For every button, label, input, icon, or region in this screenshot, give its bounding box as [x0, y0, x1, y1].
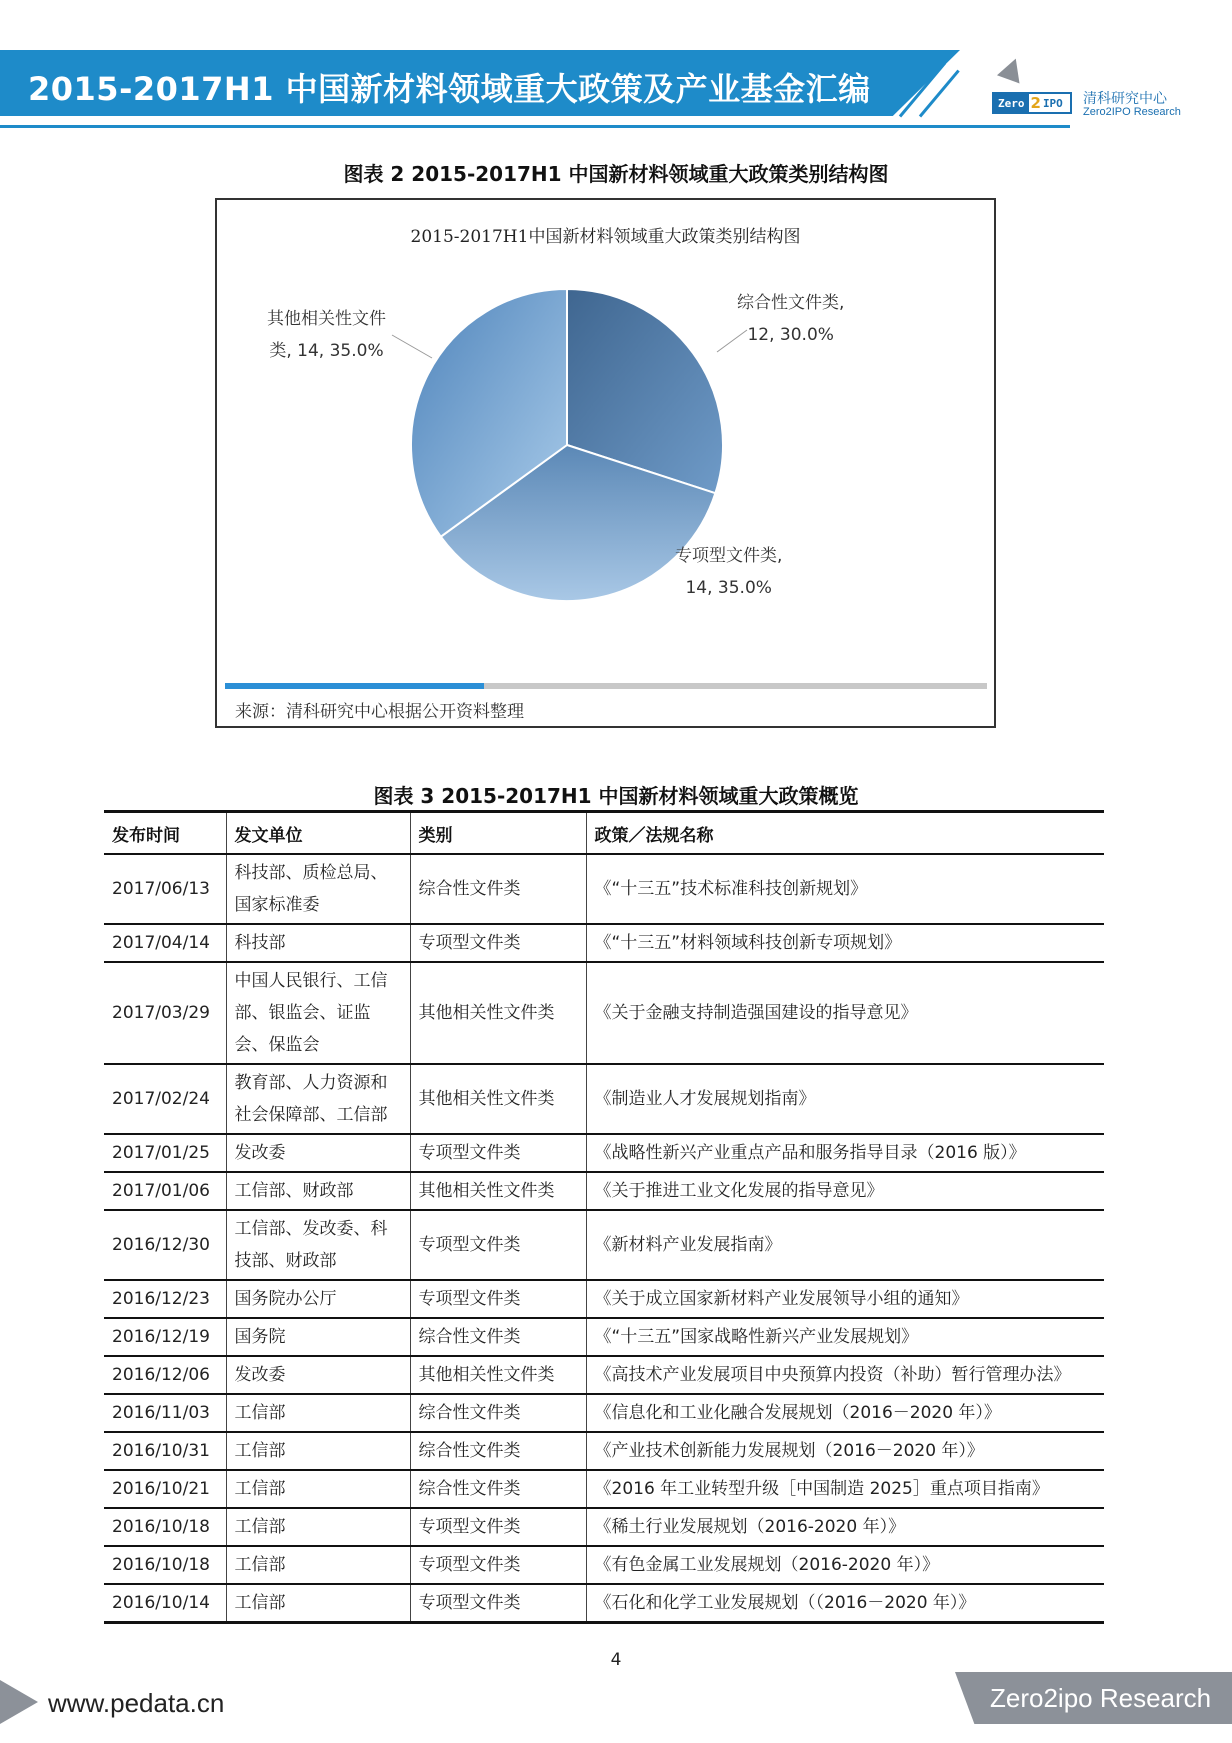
table-row — [104, 1356, 1104, 1394]
cell-category: 专项型文件类 — [410, 1280, 586, 1318]
cell-category: 其他相关性文件类 — [410, 1064, 586, 1134]
cell-category: 综合性文件类 — [410, 854, 586, 924]
pie-chart-box — [215, 198, 996, 728]
cell-policy-name: 《关于金融支持制造强国建设的指导意见》 — [586, 962, 1104, 1064]
cell-category: 其他相关性文件类 — [410, 962, 586, 1064]
table-row — [104, 1546, 1104, 1584]
pie-chart — [217, 200, 994, 670]
pie-label-special-line2: 14, 35.0% — [685, 578, 772, 598]
pie-label-comprehensive-line1: 综合性文件类, — [737, 293, 845, 313]
cell-policy-name: 《“十三五”材料领域科技创新专项规划》 — [586, 924, 1104, 962]
cell-date: 2017/04/14 — [104, 924, 226, 962]
cell-policy-name: 《石化和化学工业发展规划（（2016－2020 年）》 — [586, 1584, 1104, 1623]
table-row — [104, 924, 1104, 962]
cell-issuer: 发改委 — [226, 1356, 410, 1394]
logo-triangle-icon — [997, 55, 1027, 84]
cell-policy-name: 《高技术产业发展项目中央预算内投资（补助）暂行管理办法》 — [586, 1356, 1104, 1394]
cell-issuer: 工信部 — [226, 1584, 410, 1623]
cell-date: 2016/12/06 — [104, 1356, 226, 1394]
policy-table — [104, 810, 1104, 1624]
col-header-issuer: 发文单位 — [226, 812, 410, 855]
cell-issuer: 工信部 — [226, 1394, 410, 1432]
cell-policy-name: 《2016 年工业转型升级［中国制造 2025］重点项目指南》 — [586, 1470, 1104, 1508]
logo-ipo-text: IPO — [1042, 96, 1063, 110]
cell-date: 2016/10/18 — [104, 1508, 226, 1546]
cell-date: 2017/06/13 — [104, 854, 226, 924]
table-row — [104, 1134, 1104, 1172]
pie-label-other-line1: 其他相关性文件 — [267, 309, 386, 329]
cell-policy-name: 《“十三五”技术标准科技创新规划》 — [586, 854, 1104, 924]
cell-issuer: 发改委 — [226, 1134, 410, 1172]
cell-issuer: 科技部 — [226, 924, 410, 962]
logo-two-text: 2 — [1030, 94, 1041, 112]
cell-policy-name: 《稀土行业发展规划（2016-2020 年）》 — [586, 1508, 1104, 1546]
table-row — [104, 1508, 1104, 1546]
leader-line-other — [392, 335, 432, 358]
table-row — [104, 1394, 1104, 1432]
cell-issuer: 科技部、质检总局、国家标准委 — [226, 854, 410, 924]
cell-category: 专项型文件类 — [410, 924, 586, 962]
footer-website-link[interactable]: www.pedata.cn — [48, 1688, 225, 1718]
pie-label-special — [675, 540, 782, 604]
cell-category: 专项型文件类 — [410, 1508, 586, 1546]
cell-category: 专项型文件类 — [410, 1134, 586, 1172]
org-name-cn: 清科研究中心 — [1083, 91, 1167, 107]
table-row — [104, 854, 1104, 924]
chart-progress-bar — [225, 683, 987, 689]
chart-title: 2015-2017H1中国新材料领域重大政策类别结构图 — [410, 227, 801, 247]
cell-policy-name: 《制造业人才发展规划指南》 — [586, 1064, 1104, 1134]
header-rule — [0, 125, 1070, 128]
chart-source-note: 来源：清科研究中心根据公开资料整理 — [235, 702, 524, 722]
cell-date: 2017/01/06 — [104, 1172, 226, 1210]
cell-policy-name: 《产业技术创新能力发展规划（2016－2020 年）》 — [586, 1432, 1104, 1470]
cell-policy-name: 《关于成立国家新材料产业发展领导小组的通知》 — [586, 1280, 1104, 1318]
cell-category: 其他相关性文件类 — [410, 1172, 586, 1210]
pie-label-comprehensive — [737, 287, 844, 351]
cell-date: 2016/10/31 — [104, 1432, 226, 1470]
cell-date: 2016/11/03 — [104, 1394, 226, 1432]
table-row — [104, 1172, 1104, 1210]
cell-policy-name: 《信息化和工业化融合发展规划（2016－2020 年）》 — [586, 1394, 1104, 1432]
cell-category: 专项型文件类 — [410, 1584, 586, 1623]
table-row — [104, 1584, 1104, 1623]
logo-zero-text: Zero — [994, 94, 1029, 112]
zero2ipo-logo — [992, 92, 1072, 114]
figure3-caption: 图表 3 2015-2017H1 中国新材料领域重大政策概览 — [373, 784, 859, 808]
cell-date: 2017/02/24 — [104, 1064, 226, 1134]
cell-date: 2017/01/25 — [104, 1134, 226, 1172]
col-header-category: 类别 — [410, 812, 586, 855]
cell-policy-name: 《战略性新兴产业重点产品和服务指导目录（2016 版）》 — [586, 1134, 1104, 1172]
cell-issuer: 工信部 — [226, 1432, 410, 1470]
pie-label-other — [267, 303, 386, 367]
figure2-caption: 图表 2 2015-2017H1 中国新材料领域重大政策类别结构图 — [343, 162, 889, 186]
cell-issuer: 工信部 — [226, 1546, 410, 1584]
cell-date: 2017/03/29 — [104, 962, 226, 1064]
cell-issuer: 教育部、人力资源和社会保障部、工信部 — [226, 1064, 410, 1134]
table-row — [104, 1432, 1104, 1470]
table-row — [104, 1210, 1104, 1280]
table-row — [104, 1318, 1104, 1356]
cell-date: 2016/10/14 — [104, 1584, 226, 1623]
cell-category: 综合性文件类 — [410, 1432, 586, 1470]
document-title: 2015-2017H1 中国新材料领域重大政策及产业基金汇编 — [28, 70, 871, 108]
col-header-policy-name: 政策／法规名称 — [586, 812, 1104, 855]
cell-policy-name: 《“十三五”国家战略性新兴产业发展规划》 — [586, 1318, 1104, 1356]
cell-date: 2016/10/21 — [104, 1470, 226, 1508]
cell-date: 2016/12/19 — [104, 1318, 226, 1356]
pie-label-special-line1: 专项型文件类, — [675, 546, 783, 566]
cell-policy-name: 《新材料产业发展指南》 — [586, 1210, 1104, 1280]
org-name-en: Zero2IPO Research — [1083, 106, 1181, 118]
table-row — [104, 1064, 1104, 1134]
cell-issuer: 中国人民银行、工信部、银监会、证监会、保监会 — [226, 962, 410, 1064]
cell-category: 专项型文件类 — [410, 1210, 586, 1280]
table-row — [104, 1280, 1104, 1318]
cell-date: 2016/12/23 — [104, 1280, 226, 1318]
cell-date: 2016/10/18 — [104, 1546, 226, 1584]
cell-date: 2016/12/30 — [104, 1210, 226, 1280]
cell-issuer: 工信部、发改委、科技部、财政部 — [226, 1210, 410, 1280]
pie-label-other-line2: 类, 14, 35.0% — [269, 341, 384, 361]
pie-label-comprehensive-line2: 12, 30.0% — [747, 325, 834, 345]
cell-category: 综合性文件类 — [410, 1394, 586, 1432]
cell-issuer: 工信部 — [226, 1470, 410, 1508]
table-row — [104, 962, 1104, 1064]
chart-progress-fill — [225, 683, 484, 689]
page-number: 4 — [610, 1650, 622, 1670]
cell-issuer: 工信部 — [226, 1508, 410, 1546]
cell-category: 其他相关性文件类 — [410, 1356, 586, 1394]
table-header-row — [104, 812, 1104, 855]
footer-arrow-icon — [0, 1680, 38, 1724]
cell-issuer: 国务院办公厅 — [226, 1280, 410, 1318]
col-header-date: 发布时间 — [104, 812, 226, 855]
cell-category: 专项型文件类 — [410, 1546, 586, 1584]
cell-category: 综合性文件类 — [410, 1318, 586, 1356]
cell-policy-name: 《关于推进工业文化发展的指导意见》 — [586, 1172, 1104, 1210]
cell-category: 综合性文件类 — [410, 1470, 586, 1508]
footer-brand: Zero2ipo Research — [990, 1683, 1212, 1713]
cell-policy-name: 《有色金属工业发展规划（2016-2020 年）》 — [586, 1546, 1104, 1584]
cell-issuer: 工信部、财政部 — [226, 1172, 410, 1210]
table-row — [104, 1470, 1104, 1508]
cell-issuer: 国务院 — [226, 1318, 410, 1356]
